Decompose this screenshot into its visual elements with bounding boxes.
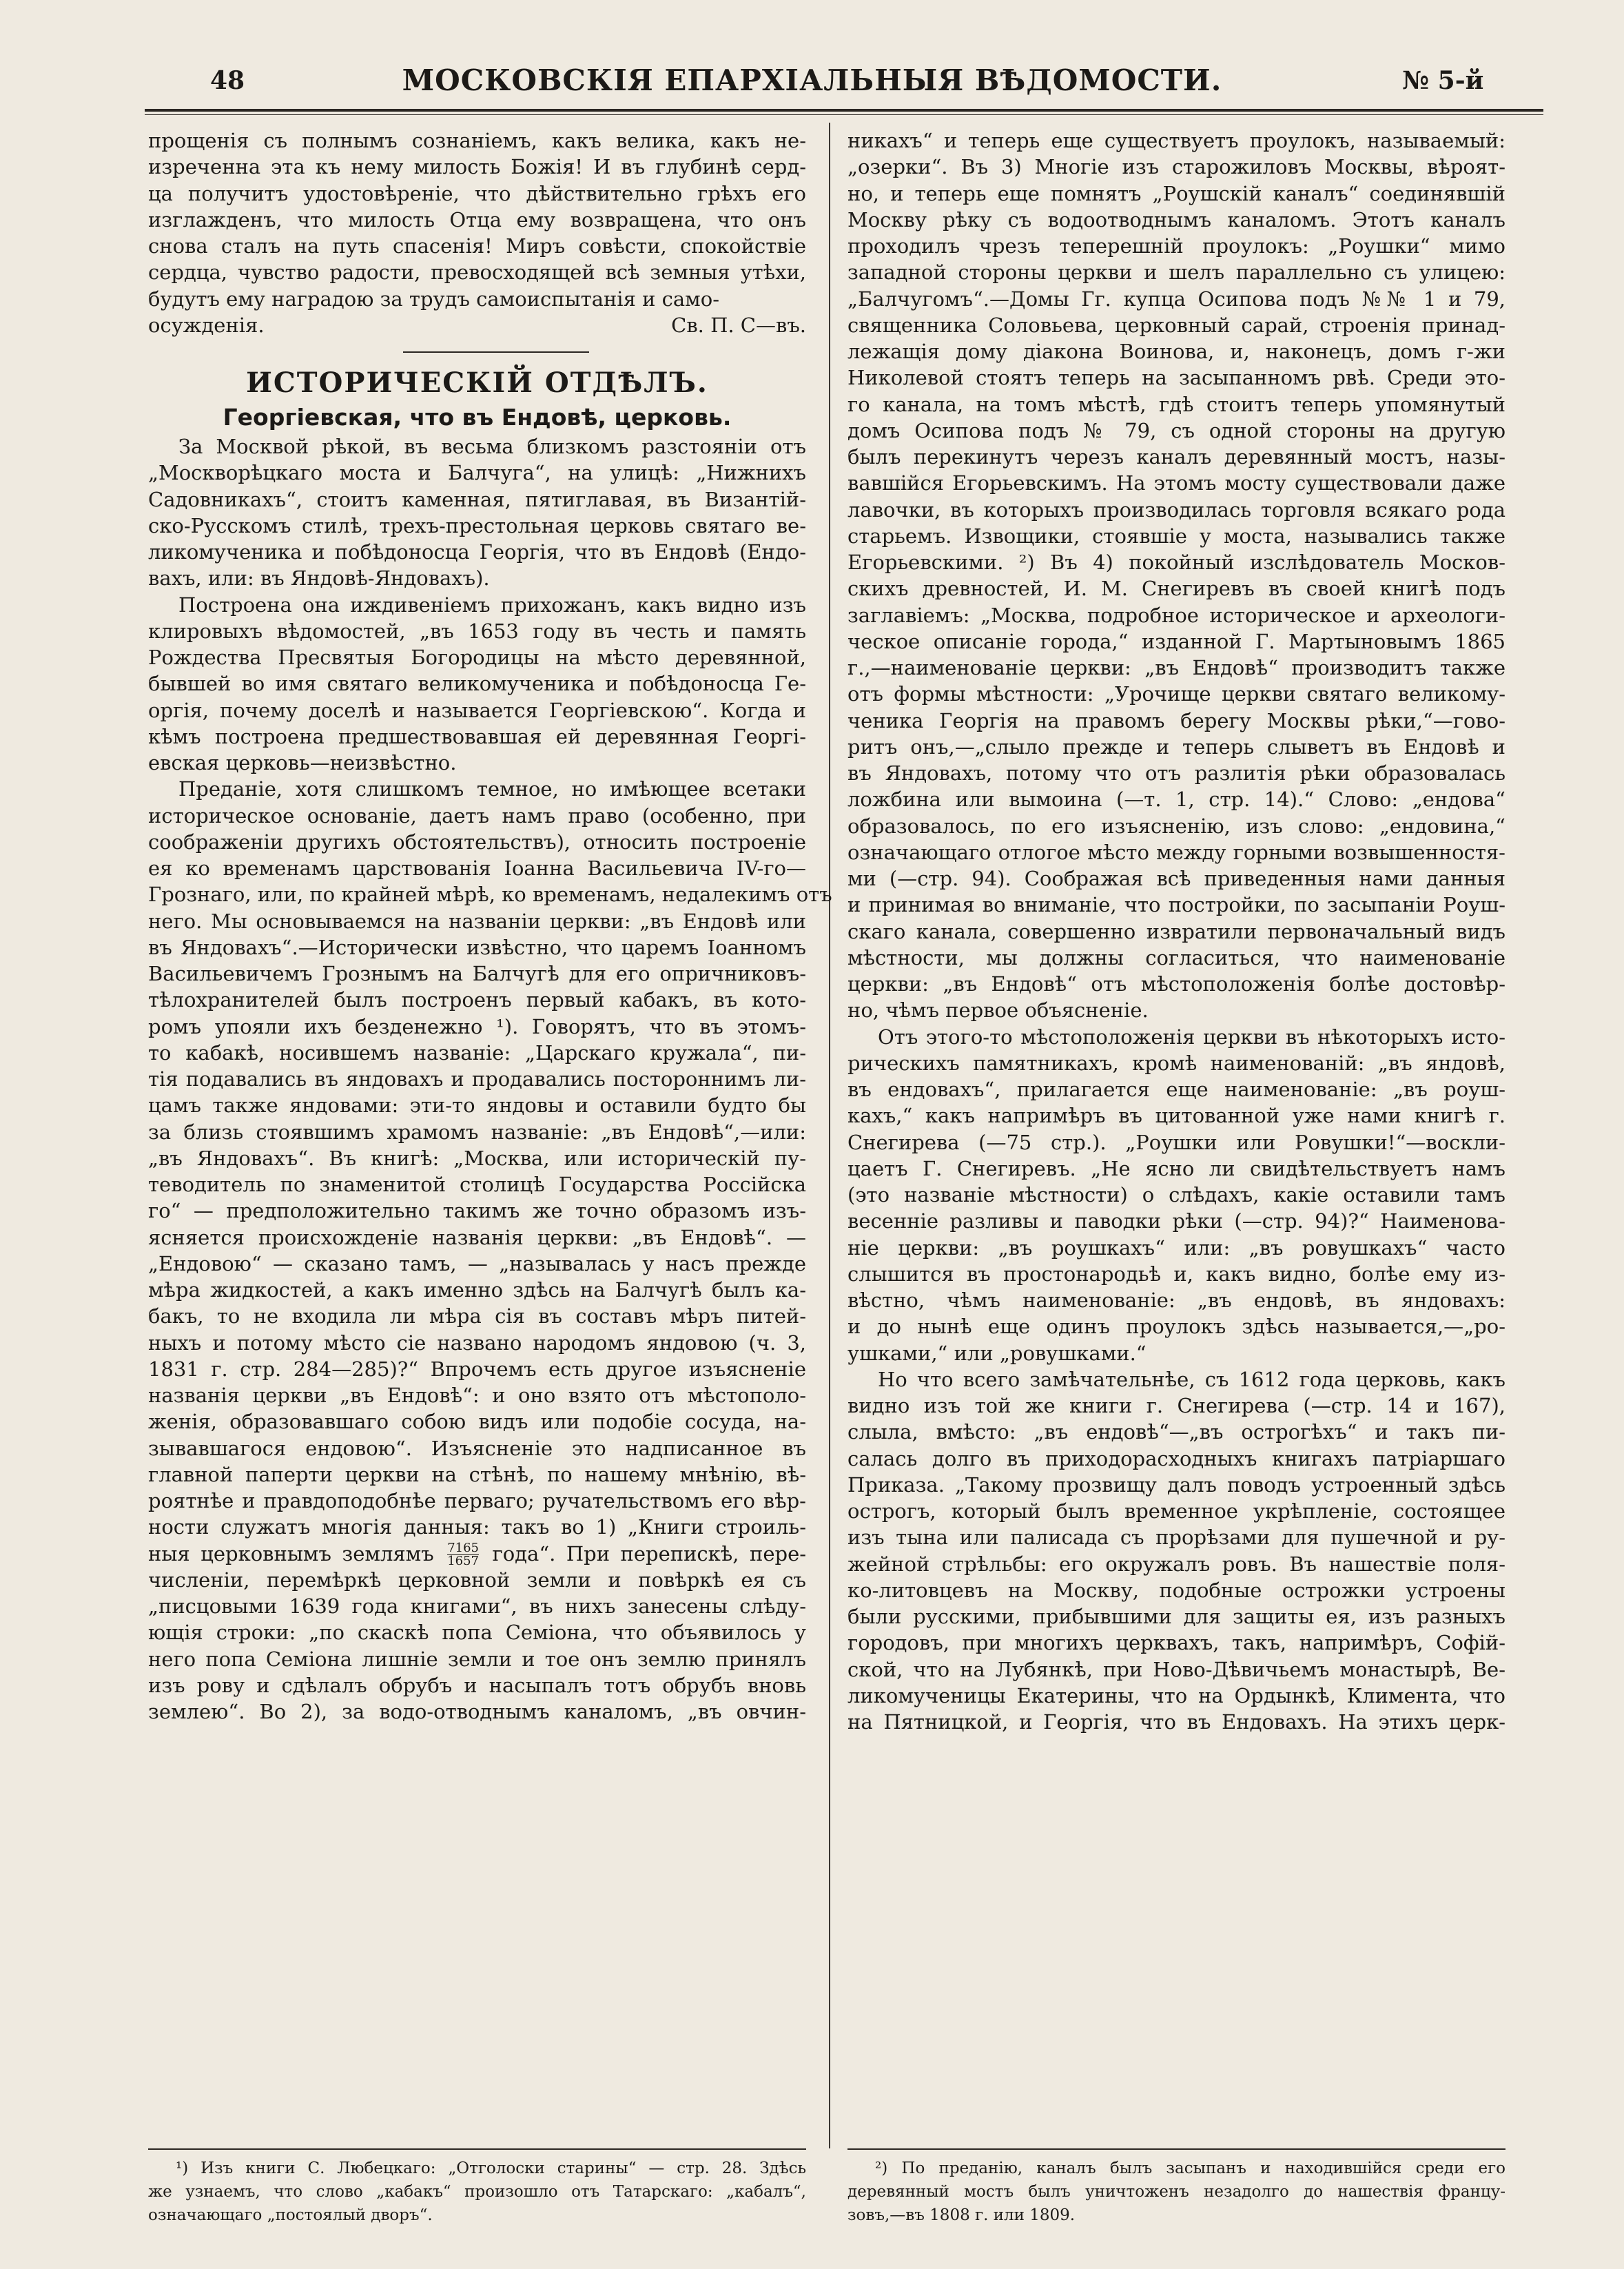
text-line: образовалось, по его изъясненію, изъ слово: „ендовина,“ bbox=[847, 814, 1505, 838]
text-line: численіи, перемѣркѣ церковной земли и повѣркѣ ея съ bbox=[148, 1568, 806, 1592]
footnote-line: же узнаемъ, что слово „кабакъ“ произошло отъ Татарскаго: „кабалъ“, bbox=[148, 2183, 806, 2201]
text-line: скихъ древностей, И. М. Снегиревъ въ своей книгѣ подъ bbox=[847, 577, 1505, 601]
paragraph-3 bbox=[148, 776, 832, 1540]
text-line: Грознаго, или, по крайней мѣрѣ, ко временамъ, недалекимъ отъ bbox=[148, 883, 832, 907]
text-line: За Москвой рѣкой, въ весьма близкомъ разстояніи отъ bbox=[178, 435, 806, 458]
text-line: скаго канала, совершенно извратили первоначальный видъ bbox=[847, 919, 1505, 943]
text-line: изглажденъ, что милость Отца ему возвращена, что онъ bbox=[148, 207, 806, 232]
footnote-line: зовъ,—въ 1808 г. или 1809. bbox=[847, 2206, 1076, 2224]
footnote-1 bbox=[148, 2157, 806, 2227]
text-line: лежащія дому діакона Воинова, и, наконецъ, домъ г-жи bbox=[847, 340, 1505, 363]
text-line: Николевой стоятъ теперь на засыпанномъ рвѣ. Среди это- bbox=[847, 366, 1505, 390]
author-signature: Св. П. С—въ. bbox=[671, 313, 806, 337]
footnote-rule-left bbox=[148, 2148, 806, 2150]
text-line: кахъ,“ какъ напримѣръ въ цитованной уже нами книгѣ г. bbox=[847, 1104, 1505, 1128]
text-line: Приказа. „Такому прозвищу далъ поводъ устроенный здѣсь bbox=[847, 1472, 1505, 1497]
text-line: цаетъ Г. Снегиревъ. „Не ясно ли свидѣтельствуетъ намъ bbox=[847, 1156, 1505, 1180]
text-line: тѣлохранителей былъ построенъ первый кабакъ, въ кото- bbox=[148, 988, 806, 1012]
paragraph-1 bbox=[148, 433, 806, 592]
text-line: ликомученицы Екатерины, что на Ордынкѣ, Климента, что bbox=[847, 1683, 1505, 1707]
text-line: ніе церкви: „въ роушкахъ“ или: „въ ровушкахъ“ часто bbox=[847, 1235, 1505, 1260]
text-line: изъ тына или палисада съ прорѣзами для пушечной и ру- bbox=[847, 1526, 1505, 1550]
text-line: Но что всего замѣчательнѣе, съ 1612 года церковь, какъ bbox=[878, 1367, 1505, 1391]
text-line: снова сталъ на путь спасенія! Миръ совѣсти, спокойствіе bbox=[148, 234, 806, 258]
text-line: го канала, на томъ мѣстѣ, гдѣ стоитъ теперь упомянутый bbox=[847, 392, 1505, 416]
text-line: ющія строки: „по скаскѣ попа Семіона, что объявилось у bbox=[148, 1621, 806, 1645]
text-line: въ ендовахъ“, прилагается еще наименованіе: „въ роуш- bbox=[847, 1078, 1505, 1101]
text-line: изреченна эта къ нему милость Божія! И въ глубинѣ серд- bbox=[148, 155, 806, 179]
fraction-numerator: 7165 bbox=[447, 1541, 480, 1555]
intro-last-line: осужденія. bbox=[148, 313, 265, 337]
section-title: ИСТОРИЧЕСКІЙ ОТДѢЛЪ. bbox=[246, 367, 708, 399]
text-line: ческое описаніе города,“ изданной Г. Мартыновымъ 1865 bbox=[847, 629, 1505, 653]
text-line: Егорьевскими. ²) Въ 4) покойный изслѣдователь Москов- bbox=[847, 551, 1505, 574]
text-line: ея ко временамъ царствованія Іоанна Васильевича IV-го— bbox=[148, 856, 806, 880]
text-line: зывавшагося ендовою“. Изъясненіе это надписанное въ bbox=[148, 1436, 806, 1460]
text-line: проходилъ чрезъ теперешній проулокъ: „Роушки“ мимо bbox=[847, 234, 1505, 258]
text-line: ности служатъ многія данныя: такъ во 1) „Книги строиль- bbox=[148, 1515, 806, 1539]
text-line: соображеніи другихъ обстоятельствъ), относить построеніе bbox=[148, 830, 806, 854]
text-line: ясняется происхожденіе названія церкви: „въ Ендовѣ“. — bbox=[148, 1225, 806, 1249]
text-line: цамъ также яндовами: эти-то яндовы и оставили будто бы bbox=[148, 1094, 806, 1118]
text-line: ской, что на Лубянкѣ, при Ново-Дѣвичьемъ монастырѣ, Ве- bbox=[847, 1657, 1505, 1681]
text-line: главной паперти церкви на стѣнѣ, по нашему мнѣнію, вѣ- bbox=[148, 1462, 806, 1486]
text-line: но, чѣмъ первое объясненіе. bbox=[847, 998, 1149, 1023]
text-line: Васильевичемъ Грознымъ на Балчугѣ для его опричниковъ- bbox=[148, 962, 806, 985]
text-line: весенніе разливы и паводки рѣки (—стр. 94)?“ Наименова- bbox=[847, 1209, 1505, 1233]
text-line: него попа Семіона лишніе земли и тое онъ землю принялъ bbox=[148, 1647, 806, 1671]
paragraph-3-tail bbox=[148, 1567, 806, 1725]
text-line: 1831 г. стр. 284—285)?“ Впрочемъ есть другое изъясненіе bbox=[148, 1357, 806, 1381]
text-line: Отъ этого-то мѣстоположенія церкви въ нѣкоторыхъ исто- bbox=[878, 1025, 1505, 1049]
text-line: Построена она иждивеніемъ прихожанъ, какъ видно изъ bbox=[178, 593, 806, 617]
section-separator bbox=[148, 338, 806, 365]
header-rule-thin bbox=[145, 114, 1543, 115]
text-line: кѣмъ построена предшествовавшая ей деревянная Георгі- bbox=[148, 724, 806, 748]
footnote-line: деревянный мостъ былъ уничтоженъ незадолго до нашествія францу- bbox=[847, 2183, 1505, 2201]
text-line: Снегирева (—75 стр.). „Роушки или Ровушки!“—воскли- bbox=[847, 1130, 1505, 1154]
paragraph-5 bbox=[847, 1024, 1505, 1366]
text-line: домъ Осипова подъ № 79, съ одной стороны на другую bbox=[847, 418, 1505, 442]
text-line: салась долго въ приходорасходныхъ книгахъ патріаршаго bbox=[847, 1446, 1505, 1470]
text-line: церкви: „въ Ендовѣ“ отъ мѣстоположенія болѣе достовѣр- bbox=[847, 972, 1505, 996]
text-line: жейной стрѣльбы: его окружалъ ровъ. Въ нашествіе поля- bbox=[847, 1552, 1505, 1576]
text-line: „озерки“. Въ 3) Многіе изъ старожиловъ Москвы, вѣроят- bbox=[847, 155, 1505, 179]
header-rule-thick bbox=[145, 109, 1543, 112]
year-fraction bbox=[447, 1542, 479, 1568]
paragraph-2 bbox=[148, 592, 806, 777]
text-line: евская церковь—неизвѣстно. bbox=[148, 751, 457, 774]
text-line: священника Соловьева, церковный сарай, строенія принад- bbox=[847, 313, 1505, 337]
column-divider bbox=[829, 123, 830, 2148]
text-line: бакъ, то не входила ли мѣра сія въ составъ мѣръ питей- bbox=[148, 1304, 806, 1328]
text-line: изъ рову и сдѣлалъ обрубъ и насыпалъ тотъ обрубъ вновь bbox=[148, 1673, 806, 1697]
text-line: клировыхъ вѣдомостей, „въ 1653 году въ честь и память bbox=[148, 619, 806, 643]
intro-paragraph bbox=[148, 127, 806, 312]
text-line: ликомученика и побѣдоносца Георгія, что въ Ендовѣ (Ендо- bbox=[148, 540, 806, 564]
text-line: ско-Русскомъ стилѣ, трехъ-престольная церковь святаго ве- bbox=[148, 513, 806, 537]
text-line: землею“. Во 2), за водо-отводнымъ каналомъ, „въ овчин- bbox=[148, 1700, 806, 1723]
text-line: то кабакѣ, носившемъ названіе: „Царскаго кружала“, пи- bbox=[148, 1040, 806, 1065]
text-line: былъ перекинутъ черезъ каналъ деревянный мостъ, назы- bbox=[847, 445, 1505, 469]
article-title: Георгіевская, что въ Ендовѣ, церковь. bbox=[223, 404, 732, 431]
text-line: (это названіе мѣстности) о слѣдахъ, какіе оставили тамъ bbox=[847, 1183, 1505, 1207]
text-line: бывшей во имя святаго великомученика и побѣдоносца Ге- bbox=[148, 672, 806, 696]
text-line: острогъ, который былъ временное укрѣпленіе, состоящее bbox=[847, 1499, 1505, 1523]
fraction-line-end: года“. При перепискѣ, пере- bbox=[492, 1541, 807, 1565]
paragraph-6 bbox=[847, 1366, 1505, 1736]
text-line: будутъ ему наградою за трудъ самоиспытанія и само- bbox=[148, 287, 719, 311]
issue-number: № 5-й bbox=[1402, 66, 1484, 95]
text-line: вавшійся Егорьевскимъ. На этомъ мосту существовали даже bbox=[847, 471, 1505, 495]
text-line: мѣстности, мы должны согласиться, что наименованіе bbox=[847, 945, 1505, 969]
text-line: лавочки, въ которыхъ производилась торговля всякаго рода bbox=[847, 497, 1505, 522]
text-line: ныхъ и потому мѣсто сіе названо народомъ яндовою (ч. 3, bbox=[148, 1331, 806, 1355]
text-line: видно изъ той же книги г. Снегирева (—стр. 14 и 167), bbox=[847, 1394, 1505, 1417]
text-line: слышится въ простонародьѣ и, какъ видно, болѣе ему из- bbox=[847, 1262, 1505, 1286]
footnote-line: ²) По преданію, каналъ былъ засыпанъ и находившійся среди его bbox=[875, 2159, 1505, 2177]
text-line: названія церкви „въ Ендовѣ“: и оно взято отъ мѣстополо- bbox=[148, 1384, 806, 1407]
text-line: ко-литовцевъ на Москву, подобные острожки устроены bbox=[847, 1578, 1505, 1602]
text-line: Рождества Пресвятыя Богородицы на мѣсто деревянной, bbox=[148, 646, 806, 669]
text-line: го“ — предположительно такимъ же точно образомъ изъ- bbox=[148, 1199, 806, 1223]
text-line: ченика Георгія на правомъ берегу Москвы рѣки,“—гово- bbox=[847, 708, 1505, 732]
text-line: старьемъ. Извощики, стоявшіе у моста, назывались также bbox=[847, 524, 1505, 548]
text-line: отъ формы мѣстности: „Урочище церкви святаго великому- bbox=[847, 682, 1505, 706]
running-header bbox=[0, 0, 1624, 117]
text-line: оргія, почему доселѣ и называется Георгіевскою“. Когда и bbox=[148, 698, 806, 722]
text-line: „писцовыми 1639 года книгами“, въ нихъ занесены слѣду- bbox=[148, 1594, 806, 1618]
text-line: „Балчугомъ“.—Домы Гг. купца Осипова подъ №№ 1 и 79, bbox=[847, 287, 1505, 311]
text-line: но, и теперь еще помнятъ „Роушскій каналъ“ соединявшій bbox=[847, 181, 1505, 205]
fraction-denominator: 1657 bbox=[447, 1554, 480, 1568]
signature-line bbox=[148, 312, 806, 338]
text-line: Садовникахъ“, стоитъ каменная, пятиглавая, въ Византій- bbox=[148, 487, 806, 511]
text-line: никахъ“ и теперь еще существуетъ проулокъ, называемый: bbox=[847, 129, 1505, 152]
footnote-2 bbox=[847, 2157, 1505, 2227]
text-line: „въ Яндовахъ“. Въ книгѣ: „Москва, или историческій пу- bbox=[148, 1146, 806, 1170]
text-line: ромъ упояли ихъ безденежно ¹). Говорятъ, что въ этомъ- bbox=[148, 1014, 806, 1038]
text-line: слыла, вмѣсто: „въ ендовѣ“—„въ острогѣхъ“ и такъ пи- bbox=[847, 1420, 1505, 1444]
text-line: и до нынѣ еще одинъ проулокъ здѣсь называется,—„ро- bbox=[847, 1315, 1505, 1339]
text-line: мѣра жидкостей, а какъ именно здѣсь на Балчугѣ былъ ка- bbox=[148, 1278, 806, 1302]
text-line: въ Яндовахъ, потому что отъ разлитія рѣки образовалась bbox=[847, 761, 1505, 785]
text-line: западной стороны церкви и шелъ параллельно съ улицею: bbox=[847, 260, 1505, 285]
text-line: ритъ онъ,—„слыло прежде и теперь слыветъ въ Ендовѣ и bbox=[847, 735, 1505, 759]
fraction-line-start: ныя церковнымъ землямъ bbox=[148, 1541, 434, 1565]
text-line: женія, образовавшаго собою видъ или подобіе сосуда, на- bbox=[148, 1410, 806, 1434]
publication-title: МОСКОВСКІЯ ЕПАРХІАЛЬНЫЯ ВѢДОМОСТИ. bbox=[402, 63, 1222, 97]
text-line: тія подавались въ яндовахъ и продавались постороннимъ ли- bbox=[148, 1067, 806, 1091]
text-line: сердца, чувство радости, превосходящей всѣ земныя утѣхи, bbox=[148, 260, 806, 285]
footnote-line: означающаго „постоялый дворъ“. bbox=[148, 2206, 433, 2224]
text-line: Москву рѣку съ водоотводнымъ каналомъ. Этотъ каналъ bbox=[847, 207, 1505, 232]
text-line: г.,—наименованіе церкви: „въ Ендовѣ“ производитъ также bbox=[847, 656, 1505, 679]
text-line: ложбина или вымоина (—т. 1, стр. 14).“ Слово: „ендова“ bbox=[847, 788, 1505, 812]
text-line: вѣстно, чѣмъ наименованіе: „въ ендовѣ, въ яндовахъ: bbox=[847, 1288, 1505, 1312]
text-line: историческое основаніе, даетъ намъ право (особенно, при bbox=[148, 803, 806, 828]
text-line: теводитель по знаменитой столицѣ Государства Россійска bbox=[148, 1173, 806, 1196]
text-line: за близь стоявшимъ храмомъ названіе: „въ Ендовѣ“,—или: bbox=[148, 1120, 806, 1144]
text-line: Преданіе, хотя слишкомъ темное, но имѣющее всетаки bbox=[178, 777, 806, 801]
text-line: городовъ, при многихъ церквахъ, такъ, напримѣръ, Софій- bbox=[847, 1631, 1505, 1655]
fraction-line bbox=[148, 1541, 806, 1567]
text-line: въ Яндовахъ“.—Исторически извѣстно, что царемъ Іоанномъ bbox=[148, 935, 806, 959]
text-line: заглавіемъ: „Москва, подробное историческое и археологи- bbox=[847, 603, 1505, 627]
text-line: прощенія съ полнымъ сознаніемъ, какъ велика, какъ не- bbox=[148, 129, 806, 152]
text-line: него. Мы основываемся на названіи церкви: „въ Ендовѣ или bbox=[148, 909, 806, 933]
footnote-rule-right bbox=[847, 2148, 1505, 2150]
text-line: рическихъ памятникахъ, кромѣ наименованій: „въ яндовѣ, bbox=[847, 1051, 1505, 1075]
text-line: вахъ, или: въ Яндовѣ-Яндовахъ). bbox=[148, 566, 490, 591]
text-line: ми (—стр. 94). Соображая всѣ приведенныя нами данныя bbox=[847, 867, 1505, 890]
text-line: на Пятницкой, и Георгія, что въ Ендовахъ. На этихъ церк- bbox=[847, 1710, 1505, 1734]
text-line: были русскими, прибывшими для защиты ея, изъ разныхъ bbox=[847, 1605, 1505, 1628]
right-column bbox=[847, 127, 1505, 1735]
footnote-line: ¹) Изъ книги С. Любецкаго: „Отголоски старины“ — стр. 28. Здѣсь bbox=[176, 2159, 806, 2177]
text-line: роятнѣе и правдоподобнѣе перваго; ручательствомъ его вѣр- bbox=[148, 1489, 806, 1512]
text-line: и принимая во вниманіе, что постройки, по засыпаніи Роуш- bbox=[847, 893, 1505, 917]
text-line: „Москворѣцкаго моста и Балчуга“, на улицѣ: „Нижнихъ bbox=[148, 461, 806, 485]
text-line: означающаго отлогое мѣсто между горными возвышенностя- bbox=[847, 840, 1505, 864]
text-line: ца получитъ удостовѣреніе, что дѣйствительно грѣхъ его bbox=[148, 181, 806, 205]
text-line: ушками,“ или „ровушками.“ bbox=[847, 1341, 1147, 1365]
page-number: 48 bbox=[210, 66, 245, 95]
text-line: „Ендовою“ — сказано тамъ, — „называлась у насъ прежде bbox=[148, 1251, 806, 1275]
left-column bbox=[148, 127, 832, 1725]
paragraph-4 bbox=[847, 127, 1505, 1024]
